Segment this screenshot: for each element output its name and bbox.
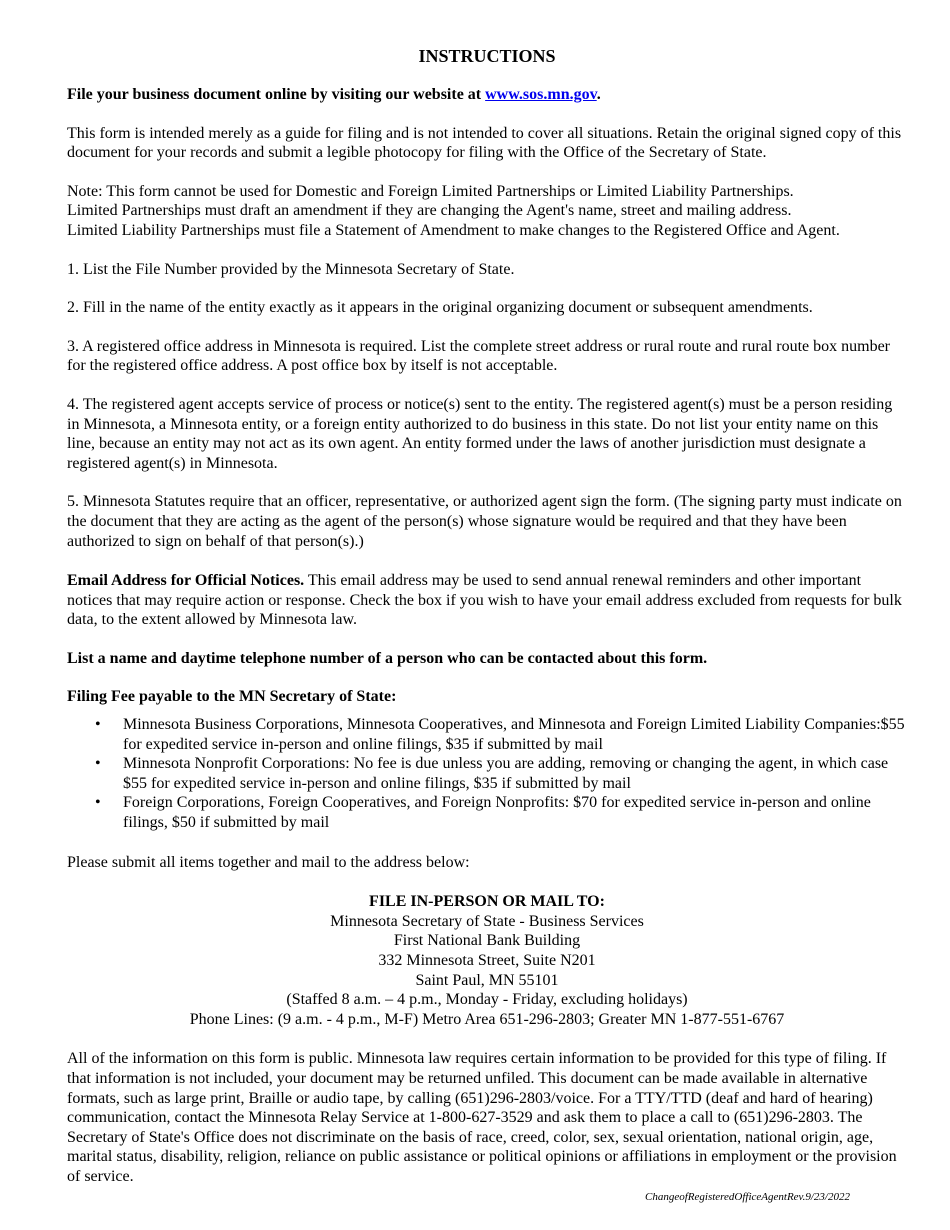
online-filing-suffix: .: [596, 86, 601, 103]
step-1: 1. List the File Number provided by the Minnesota Secretary of State.: [67, 260, 515, 278]
page-title: INSTRUCTIONS: [418, 46, 556, 66]
phone-lines: Phone Lines: (9 a.m. - 4 p.m., M-F) Metro Area 651-296-2803; Greater MN 1-877-551-6767: [189, 1010, 785, 1028]
address-line: 332 Minnesota Street, Suite N201: [378, 952, 596, 969]
office-hours: (Staffed 8 a.m. – 4 p.m., Monday - Friday, excluding holidays): [286, 991, 688, 1009]
email-paragraph: [67, 571, 907, 630]
note-line: Limited Liability Partnerships must file a Statement of Amendment to make changes to the Registered Office and Agent.: [67, 221, 840, 239]
step-3: 3. A registered office address in Minnesota is required. List the complete street address or rural route and rural route box number for the registered office address. A post office box by itself is not acceptable.: [67, 337, 891, 375]
fees-heading: Filing Fee payable to the MN Secretary of State:: [67, 688, 397, 706]
bullet-icon: •: [95, 716, 101, 734]
step-5: 5. Minnesota Statutes require that an officer, representative, or authorized agent sign the form. (The signing party must indicate on the document that they are acting as the agent of the person(s) whose signature would be required and that they have been authorized to sign on behalf of that person(s).): [67, 493, 902, 550]
address-line: Minnesota Secretary of State - Business Services: [330, 912, 644, 930]
list-item: [67, 754, 907, 793]
intro-paragraph: This form is intended merely as a guide for filing and is not intended to cover all situations. Retain the original signed copy of this document for your records and submit a legible photocopy for filing with the Office of the Secretary of State.: [67, 124, 902, 162]
list-item: [67, 793, 907, 832]
note-line: Limited Partnerships must draft an amendment if they are changing the Agent's name, street and mailing address.: [67, 202, 792, 220]
website-link[interactable]: www.sos.mn.gov: [485, 86, 597, 103]
bullet-icon: •: [95, 755, 101, 773]
fee-text: Foreign Corporations, Foreign Cooperatives, and Foreign Nonprofits: $70 for expedited service in-person and online filings, $50 if submitted by mail: [123, 794, 871, 832]
step-4: 4. The registered agent accepts service of process or notice(s) sent to the entity. The registered agent(s) must be a person residing in Minnesota, a Minnesota entity, or a foreign entity authorized to do business in this state. Do not list your entity name on this line, because an entity may not act as its own agent. An entity formed under the laws of another jurisdiction must designate a registered agent(s) in Minnesota.: [67, 395, 893, 472]
bullet-icon: •: [95, 794, 101, 812]
address-line: First National Bank Building: [393, 932, 581, 950]
list-item: [67, 715, 907, 754]
public-information-paragraph: All of the information on this form is public. Minnesota law requires certain information to be provided for this type of filing. If that information is not included, your document may be returned unfiled. This document can be made available in alternative formats, such as large print, Braille or audio tape, by calling (651)296-2803/voice. For a TTY/TTD (deaf and hard of hearing) communication, contact the Minnesota Relay Service at 1-800-627-3529 and ask them to place a call to (651)296-2803. The Secretary of State's Office does not discriminate on the basis of race, creed, color, sex, sexual orientation, national origin, age, marital status, disability, religion, reliance on public assistance or political opinions or affiliations in employment or the provision of service.: [67, 1050, 897, 1185]
form-revision-footer: ChangeofRegisteredOfficeAgentRev.9/23/2022: [645, 1191, 850, 1203]
fee-text: Minnesota Business Corporations, Minnesota Cooperatives, and Minnesota and Foreign Limited Liability Companies:$55 for expedited service in-person and online filings, $35 if submitted by mail: [123, 716, 905, 753]
email-text: This email address may be used to send annual renewal reminders and other important notices that may require action or response. Check the box if you wish to have your email address excluded from requests for bulk data, to the extent allowed by Minnesota law.: [67, 572, 902, 629]
fee-text: Minnesota Nonprofit Corporations: No fee is due unless you are adding, removing or changing the agent, in which case $55 for expedited service in-person and online filings, $35 if submitted by mail: [123, 755, 889, 792]
mail-heading: FILE IN-PERSON OR MAIL TO:: [369, 893, 605, 911]
online-filing-line: [67, 85, 907, 105]
contact-instruction: List a name and daytime telephone number of a person who can be contacted about this form.: [67, 649, 708, 667]
fees-list: [67, 715, 907, 833]
mailing-address-block: [67, 892, 907, 1029]
submit-instruction: Please submit all items together and mail to the address below:: [67, 853, 470, 871]
instructions-page: [67, 45, 907, 1187]
address-line: Saint Paul, MN 55101: [415, 971, 559, 989]
email-heading: Email Address for Official Notices.: [67, 572, 305, 590]
note-line: Note: This form cannot be used for Domestic and Foreign Limited Partnerships or Limited Liability Partnerships.: [67, 182, 794, 200]
step-2: 2. Fill in the name of the entity exactly as it appears in the original organizing document or subsequent amendments.: [67, 299, 813, 317]
note-paragraph: [67, 182, 907, 241]
online-filing-prefix: File your business document online by visiting our website at: [67, 86, 486, 103]
